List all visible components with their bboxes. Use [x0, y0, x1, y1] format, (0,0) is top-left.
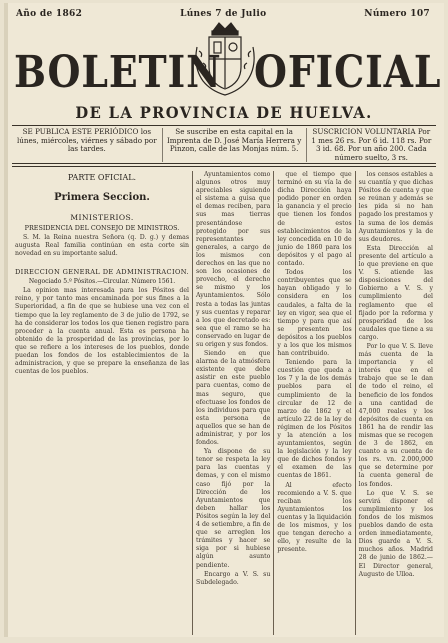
subscription-prices: SUSCRICION VOLUNTARIA Por 1 mes 26 rs. Por 6 id. 118 rs. Por 3 id. 68. Por un año 200. Cada número suelto, 3 rs. — [311, 127, 432, 162]
subscription-info-bar — [12, 128, 436, 162]
column-2 — [192, 171, 273, 635]
issue-number: Número 107 — [364, 9, 430, 19]
divider-line — [12, 125, 436, 126]
newspaper-page — [4, 3, 444, 637]
presidency-heading: PRESIDENCIA DEL CONSEJO DE MINISTROS. — [24, 224, 180, 232]
column-separator — [306, 128, 307, 162]
subscription-address: Se suscribe en esta capital en la Imprenta de D. José María Herrera y Pinzon, calle de las Monjas núm. 5. — [166, 127, 302, 154]
article-text: Ayuntamientos como algunos otros muy apreciables siguiendo el sistema a guisa que el demas reciben, para sus mas tierras presentándose protegido por sus representantes generales, a cargo de los mismos con derechos en las que no son los ocasiones de provecho, el derecho se mismo y los Ayuntamientos. Sólo resta a todas las juntas y sus cuentas y reparar a los que decretado es: sea que el ramo se ha conservado en lugar de su origen y sus fondos. Siendo en que alarma de la atmósfera existente que debe asistir en este pueblo para cuentas, como de mas seguro, que efectuase los fondos de los individuos para que esta persona de aquellos que se han de administrar, y por los fondos. Ya dispone de su tenor se respeta la ley para las cuentas y demas, y con el mismo caso fijó por la Dirección de los Ayuntamientos que deben hallar los Pósitos según la ley del 4 de setiembre, a fin de que se arreglen los trámites y hacer se siga por si hubiese algún asunto pendiente. Encargo a V. S. su Subdelegado. — [196, 171, 271, 586]
issue-date: Lúnes 7 de Julio — [180, 9, 267, 19]
column-3 — [273, 171, 354, 635]
column-1 — [12, 171, 192, 635]
newspaper-title — [14, 47, 442, 98]
divider-line — [12, 163, 436, 164]
column-separator — [162, 128, 163, 162]
article-columns — [12, 171, 436, 635]
section-heading: PARTE OFICIAL. — [67, 173, 137, 182]
article-text: que el tiempo que terminó en su vía la de dicha Dirección haya podido poner en orden la ganancia y el precio que tienen los fondos de estos establecimientos de la ley concedida en 10 de junio de 1860 para los depósitos y el pago al contado. Todos los contribuyentes que se hayan obligado y lo considera en los caudales, a falta de la ley en vigor, sea que el tiempo y para que así se presenten los depósitos a los pueblos y a los que los mismos han contribuido. Teniendo para la cuestión que queda a los 7 y la de los demás pueblos para el cumplimiento de la circular de 12 de marzo de 1862 y el artículo 22 de la ley de régimen de los Pósitos y la atención a los ayuntamientos, según la legislación y la ley que de dichos fondos y el examen de las cuentas de 1861. Al efecto recomiendo a V. S. que reciban los Ayuntamientos los cuentas y la liquidación de los mismos, y los que tengan derecho a ello, y resulte de la presente. — [277, 171, 352, 554]
divider-line — [12, 166, 436, 167]
issue-year: Año de 1862 — [16, 9, 83, 19]
article-text: La opinion mas interesada para los Pósitos del reino, y por tanto mas encaminada por sus fines a la Superioridad, a fin de que se hubiese una vez con el tiempo que la ley reglamento de 3 de julio de 1792, se ha de considerar los todos los que tienen registro para proceder a la cuenta anual. Esta es persona ha obtenido de la prosperidad de las provincias, por lo que se refiere a los intereses de los pueblos, donde puedan los fondos de los establecimientos de la administracion, y que se prepare la enseñanza de las cuentas de los pueblos. — [15, 287, 190, 376]
newspaper-subtitle: DE LA PROVINCIA DE HUELVA. — [75, 103, 373, 122]
article-text: S. M. la Reina nuestra Señora (q. D. g.) y demas augusta Real familia continúan en esta corte sin novedad en su importante salud. — [15, 234, 190, 258]
title-word-boletin: BOLETIN — [14, 47, 222, 98]
subsection-heading: Primera Seccion. — [54, 192, 150, 203]
ministries-heading: MINISTERIOS. — [70, 213, 134, 222]
column-4 — [355, 171, 436, 635]
title-word-oficial: OFICIAL — [254, 47, 442, 98]
page-binding-edge — [4, 3, 8, 637]
article-text: los censos estables a su cuantía y que dichas Pósitos de cuenta y que se reúnan y además se les pida si no han pagado los prestamos y la suma de los demás Ayuntamientos y la de sus deudores. Esta Dirección al presente del artículo a lo que previene en que V. S. atiende las disposiciones del Gobierno a V. S. y cumplimiento del reglamento que el fijado por la reforma y prosperidad de los caudales que tiene a su cargo. Por lo que V. S. lleve más cuenta de la importancia y el interés que en el trabajo que se le dan de todo el reino, el beneficio de los fondos a una cantidad de 47,000 reales y los depósitos de cuenta en 1861 ha de rendir las mismas que se recogen de 3 de 1862, en cuanto a su cuenta de los rs. vn. 2.000,000 que se determine por la cuenta general de los fondos. Lo que V. S. se servirá disponer el cumplimiento y los fondos de los mismos pueblos dando de esta orden inmediatamente, Dios guarde a V. S. muchos años. Madrid 28 de junio de 1862.—El Director general, Augusto de Ulloa. — [358, 171, 433, 578]
circular-reference: Negociado 5.º Pósitos.—Circular. Número 1561. — [28, 278, 176, 286]
direction-heading: DIRECCION GENERAL DE ADMINISTRACION. — [15, 268, 190, 277]
publication-schedule: SE PUBLICA ESTE PERIÓDICO los lúnes, miércoles, viérnes y sábado por las tardes. — [16, 127, 157, 154]
